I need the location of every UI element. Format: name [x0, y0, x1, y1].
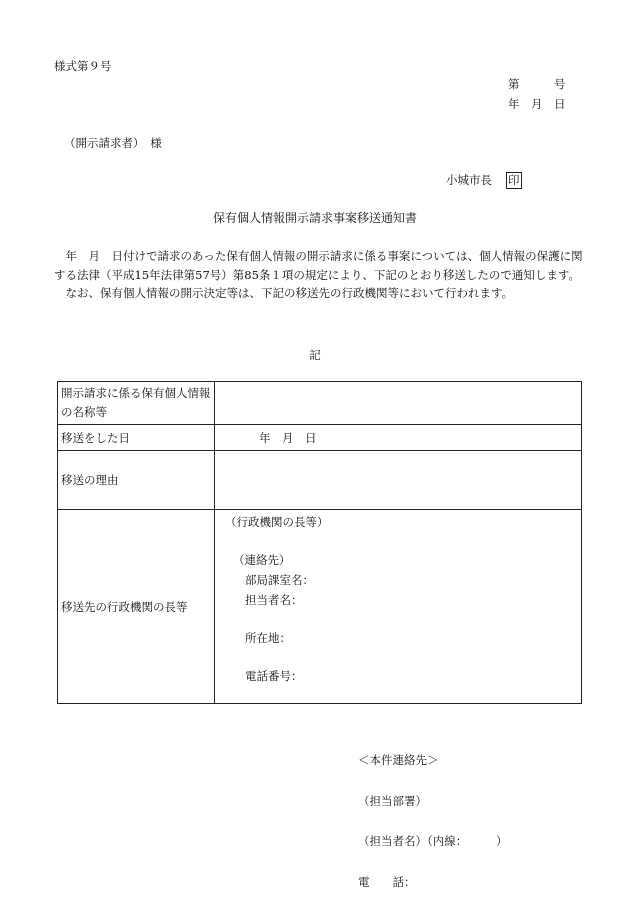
table-row	[58, 510, 582, 704]
destination-value	[215, 510, 582, 704]
contact-person: （担当者名）（内線： ）	[358, 834, 508, 848]
form-number: 様式第９号	[54, 59, 112, 73]
contact-dept: （担当部署）	[358, 793, 427, 808]
destination-head: （行政機関の長等）	[225, 515, 329, 529]
destination-address: 所在地：	[245, 631, 291, 645]
transfer-reason-label: 移送の理由	[58, 451, 215, 510]
body-text	[54, 247, 584, 303]
destination-contact: （連絡先）	[233, 553, 291, 567]
body-paragraph-2: なお、保有個人情報の開示決定等は、下記の移送先の行政機関等において行われます。	[65, 286, 514, 300]
document-date: 年 月 日	[508, 97, 566, 111]
destination-dept: 部局課室名：	[245, 573, 314, 587]
table-row	[58, 451, 582, 510]
transfer-reason-value	[215, 451, 582, 510]
destination-block	[215, 510, 581, 703]
seal-mark: 印	[508, 173, 520, 187]
sender-line	[446, 172, 522, 189]
transfer-date-label: 移送をした日	[58, 425, 215, 451]
ki-heading: 記	[309, 348, 321, 362]
table-row	[58, 425, 582, 451]
transfer-date-value: 年 月 日	[215, 425, 582, 451]
info-name-label: 開示請求に係る保有個人情報の名称等	[58, 382, 215, 425]
info-name-value	[215, 382, 582, 425]
transfer-details-table	[57, 381, 582, 704]
addressee: （開示請求者） 様	[64, 136, 162, 150]
contact-block	[358, 727, 508, 903]
document-title: 保有個人情報開示請求事案移送通知書	[212, 211, 417, 225]
destination-label: 移送先の行政機関の長等	[58, 510, 215, 704]
destination-person: 担当者名：	[245, 593, 303, 607]
destination-phone: 電話番号：	[245, 669, 303, 683]
document-number: 第 号	[508, 77, 566, 91]
contact-heading: ＜本件連絡先＞	[358, 753, 439, 767]
body-paragraph-1: 年 月 日付けで請求のあった保有個人情報の開示請求に係る事案については、個人情報の保護に関する法律（平成15年法律第57号）第85条１項の規定により、下記のとおり移送したので通知します。	[54, 249, 583, 282]
contact-phone: 電 話：	[358, 874, 416, 889]
table-row	[58, 382, 582, 425]
sender-name: 小城市長	[446, 173, 492, 187]
